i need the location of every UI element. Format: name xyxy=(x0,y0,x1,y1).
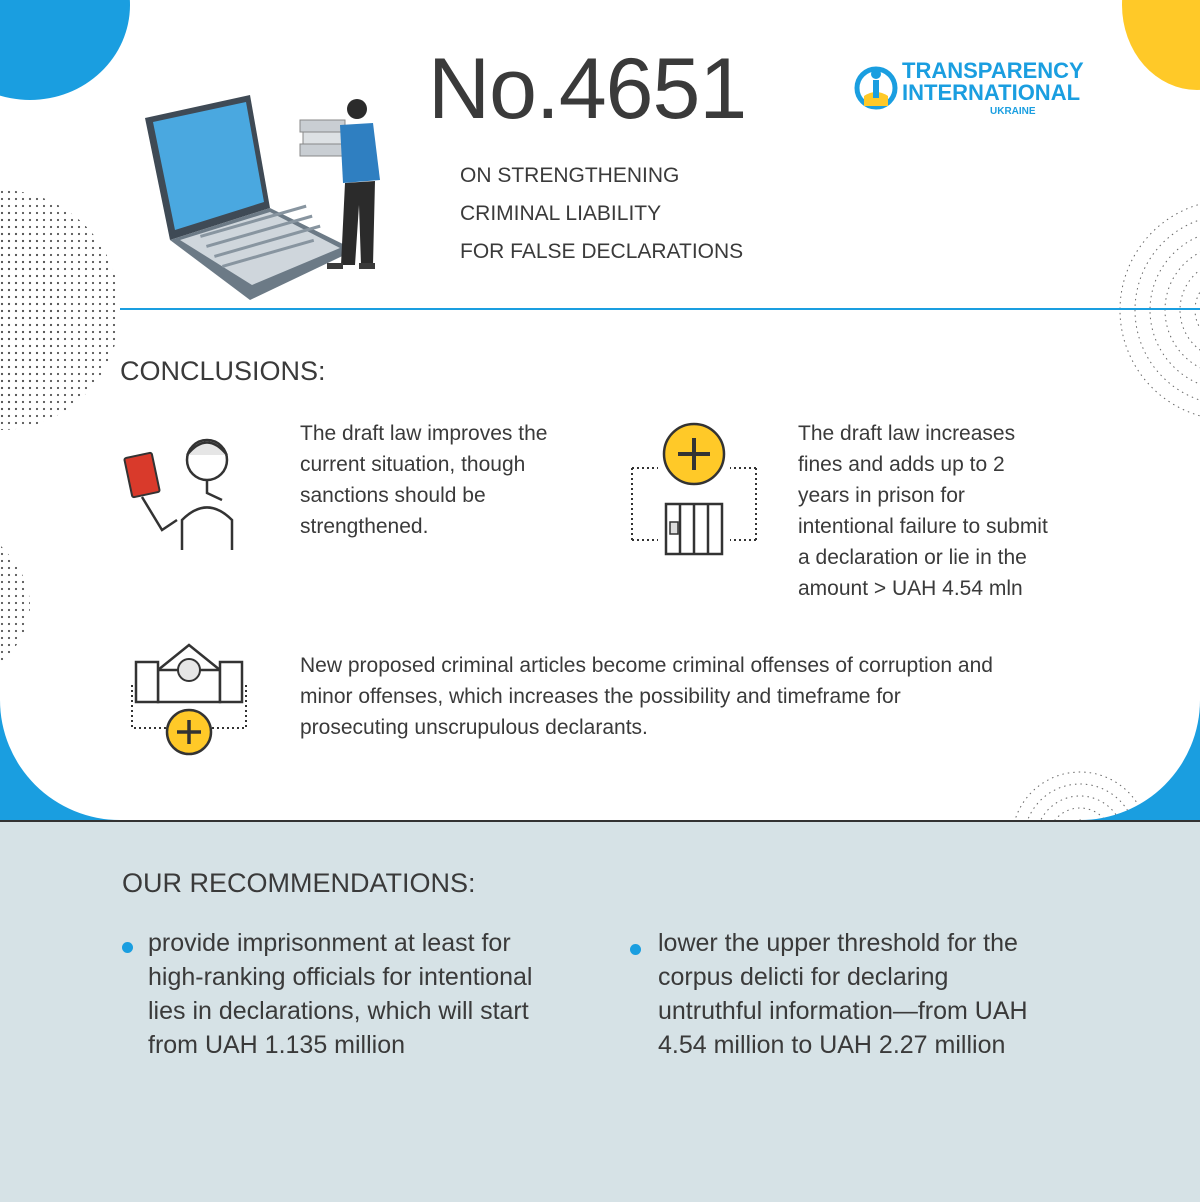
referee-red-card-icon xyxy=(122,425,252,550)
dot-pattern-left-lower xyxy=(0,545,60,665)
draft-law-number: No.4651 xyxy=(428,41,747,137)
conclusion-2-line-3: years in prison for xyxy=(798,484,965,507)
conclusions-title: CONCLUSIONS: xyxy=(120,356,326,386)
logo-text-ukraine: UKRAINE xyxy=(990,106,1036,117)
conclusion-1-line-4: strengthened. xyxy=(300,515,429,538)
recommendations-title: OUR RECOMMENDATIONS: xyxy=(122,868,476,898)
conclusion-2-line-6: amount > UAH 4.54 mln xyxy=(798,577,1023,600)
conclusion-2-line-5: a declaration or lie in the xyxy=(798,546,1027,569)
man-carrying-books-illustration xyxy=(295,95,395,275)
conclusion-1-line-1: The draft law improves the xyxy=(300,422,548,445)
conclusion-3-line-1: New proposed criminal articles become criminal offenses of corruption and xyxy=(300,654,993,677)
yellow-blob-top-right xyxy=(1122,0,1200,90)
conclusion-3-line-2: minor offenses, which increases the possibility and timeframe for xyxy=(300,685,901,708)
recommendation-2-line-4: 4.54 million to UAH 2.27 million xyxy=(658,1031,1006,1059)
recommendation-1-line-3: lies in declarations, which will start xyxy=(148,997,529,1025)
recommendation-2-line-3: untruthful information—from UAH xyxy=(658,997,1028,1025)
subtitle-line-2: CRIMINAL LIABILITY xyxy=(460,202,662,225)
concentric-dots-right xyxy=(1080,200,1200,420)
ti-logo-icon xyxy=(854,58,898,122)
conclusion-2-line-1: The draft law increases xyxy=(798,422,1016,445)
concentric-dots-bottom-right xyxy=(1000,755,1140,820)
conclusion-2-line-2: fines and adds up to 2 xyxy=(798,453,1005,476)
conclusion-1-line-3: sanctions should be xyxy=(300,484,486,507)
recommendation-1-line-4: from UAH 1.135 million xyxy=(148,1031,406,1059)
conclusion-2-line-4: intentional failure to submit xyxy=(798,515,1048,538)
blue-blob-top-left xyxy=(0,0,130,100)
subtitle-line-1: ON STRENGTHENING xyxy=(460,164,680,187)
conclusion-3-line-3: prosecuting unscrupulous declarants. xyxy=(300,716,648,739)
recommendation-1-line-2: high-ranking officials for intentional xyxy=(148,963,533,991)
conclusion-1-line-2: current situation, though xyxy=(300,453,526,476)
recommendation-1-line-1: provide imprisonment at least for xyxy=(148,929,511,957)
transparency-international-logo[interactable] xyxy=(854,58,1094,128)
dot-pattern-left xyxy=(0,190,130,430)
subtitle-line-3: FOR FALSE DECLARATIONS xyxy=(460,240,744,263)
recommendation-2-line-1: lower the upper threshold for the xyxy=(658,929,1018,957)
prison-plus-icon xyxy=(628,422,760,557)
logo-text-international: INTERNATIONAL xyxy=(902,80,1081,105)
court-plus-icon xyxy=(128,640,250,758)
header-divider xyxy=(120,308,1200,310)
recommendation-2-bullet xyxy=(630,944,641,955)
recommendation-1-bullet xyxy=(122,942,133,953)
recommendations-panel xyxy=(0,820,1200,1202)
recommendation-2-line-2: corpus delicti for declaring xyxy=(658,963,949,991)
logo-text-transparency: TRANSPARENCY xyxy=(902,58,1084,83)
